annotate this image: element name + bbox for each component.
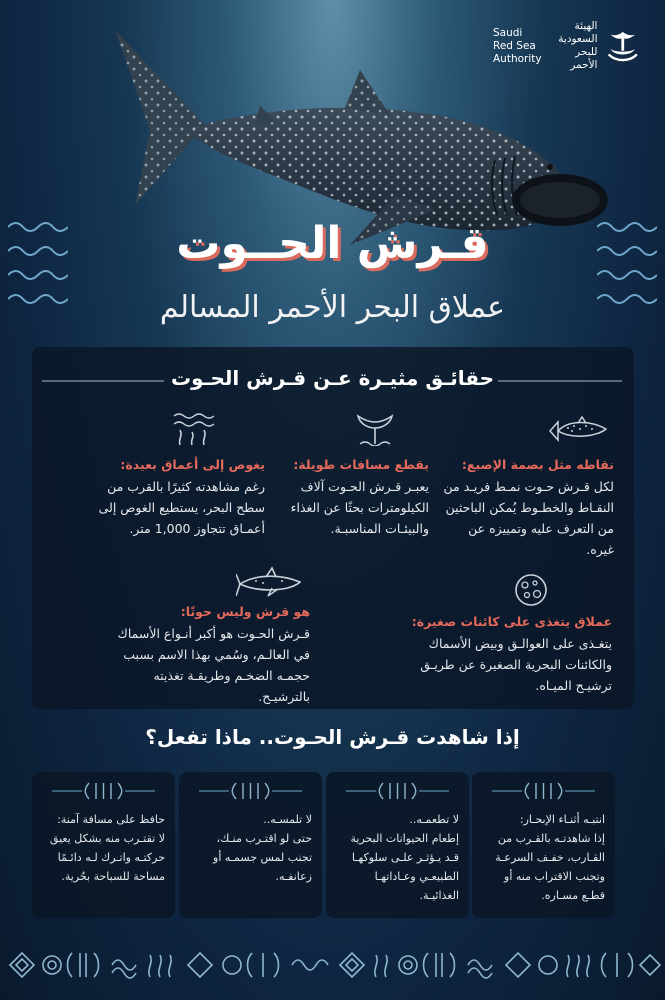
ornament-icon	[472, 779, 615, 803]
tip-body: إذا شاهدتـه بالقـرب من القـارب، خفـف السرعـة وتجنب الاقتراب منه أو قطـع مسـاره.	[495, 832, 605, 902]
fact-heading: هو قرش وليس حوتًا:	[180, 604, 310, 619]
tip-body: لا تقتـرب منه بشكل يعيق حركتـه واتـرك لـه دائـمًا مساحة للسباحة بحُرية.	[49, 832, 165, 883]
ornament-icon	[326, 779, 469, 803]
whale-tail-icon	[356, 414, 394, 446]
ornament-icon	[179, 779, 322, 803]
fact-shark-not-whale	[115, 604, 310, 707]
fact-fingerprint	[442, 457, 614, 560]
ornamental-border	[0, 945, 665, 985]
tip-heading: لا تلمسـه..	[263, 813, 312, 826]
fact-heading: يغوص إلى أعماق بعيدة:	[120, 457, 265, 472]
fact-filter-feeding	[392, 614, 612, 696]
tip-card-safe-distance	[32, 772, 175, 918]
tip-card-sailing	[472, 772, 615, 918]
tip-text	[336, 810, 459, 905]
tip-card-no-touching	[179, 772, 322, 918]
fact-deep-dive	[80, 457, 265, 539]
logo-english-text: Saudi Red Sea Authority	[493, 26, 542, 65]
fact-body: قـرش الحـوت هو أكبر أنـواع الأسماك في العالـم، وسُمي بهذا الاسم بسبب حجمـه الضخـم وطريقـة تغذيته بالترشيـح.	[117, 626, 310, 704]
ornament-icon	[32, 779, 175, 803]
fact-heading: نقاطه مثل بصمة الإصبع:	[461, 457, 614, 472]
tip-heading: لا تطعمـه..	[409, 813, 459, 826]
tip-text	[42, 810, 165, 886]
seaweed-waves-icon	[172, 412, 214, 446]
tip-body: حتى لو اقتـرب منـك، تجنب لمس جسمـه أو زعانفـه.	[213, 832, 312, 883]
plankton-icon	[513, 572, 549, 608]
fact-long-distance	[283, 457, 429, 539]
fact-body: يتغـذى على العوالـق وبيض الأسماك والكائنات البحرية الصغيرة عن طريـق ترشيـح الميـاه.	[420, 636, 612, 693]
logo-arabic-text: الهيئة السعودية للبحر الأحمر	[558, 20, 598, 71]
tip-body: إطعام الحيوانات البحرية قـد يـؤثـر علـى سلوكهـا الطبيعـي وعـاداتهـا الغذائيـة.	[350, 832, 459, 902]
fingerprint-shark-icon	[548, 416, 610, 446]
fact-heading: عملاق يتغذى على كائنات صغيرة:	[411, 614, 612, 629]
tips-title: إذا شاهدت قـرش الحـوت.. ماذا تفعل؟	[145, 725, 520, 749]
tip-text	[189, 810, 312, 886]
fact-body: يعبـر قـرش الحـوت آلاف الكيلومترات بحثًا عن الغذاء والبيئـات المناسبـة.	[290, 479, 429, 536]
subtitle: عملاق البحر الأحمر المسالم	[159, 290, 506, 325]
shark-icon	[236, 566, 306, 600]
tip-heading: انتبـه أثنـاء الإبحـار:	[519, 813, 605, 826]
fact-heading: يقطع مسافات طويلة:	[293, 457, 429, 472]
facts-title: حقائـق مثيـرة عـن قـرش الحـوت	[170, 366, 495, 390]
fact-body: لكل قـرش حـوت نمـط فريـد من النقـاط والخطـوط يُمكن الباحثين من التعرف عليه وتمييزه عن غيره.	[443, 479, 614, 557]
tip-card-no-feeding	[326, 772, 469, 918]
tip-text	[482, 810, 605, 905]
main-title: قـرش الحــوت	[176, 218, 489, 269]
fact-body: رغم مشاهدته كثيرًا بالقرب من سطح البحر، يستطيع الغوص إلى أعمـاق تتجاوز 1,000 متر.	[98, 479, 265, 536]
tip-heading: حافظ على مسافة آمنة:	[57, 813, 165, 826]
